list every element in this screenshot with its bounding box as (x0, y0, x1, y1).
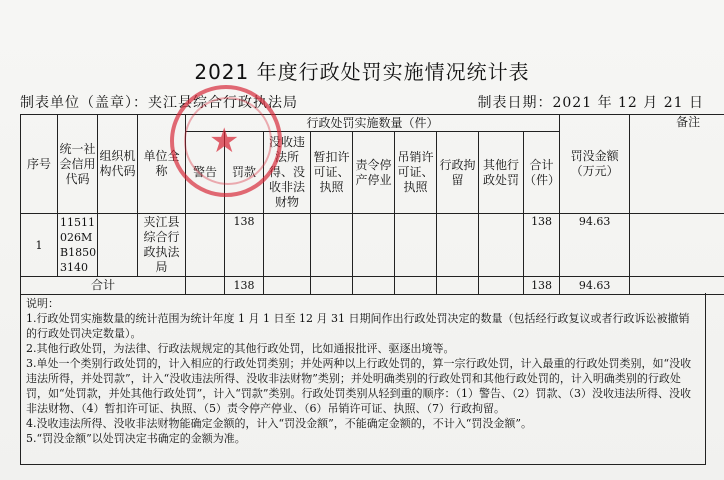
row-remark (630, 214, 724, 277)
note-line: 3.单处一个类别行政处罚的，计入相应的行政处罚类别；并处两种以上行政处罚的，算一宗行政处罚，计入最重的行政处罚类别，如“没收违法所得，并处罚款”，计入“没收违法所得、没收非法财物”类别；并处明确类别的行政处罚和其他行政处罚的，计入明确类别的行政处罚，如“处罚款，并处其他行政处罚”，计入“罚款”类别。行政处罚类别从轻到重的顺序：（1）警告、（2）罚款、（3）没收违法所得、没收非法财物、（4）暂扣许可证、执照、（5）责令停产停业、（6）吊销许可证、执照、（7）行政拘留。 (26, 357, 692, 415)
row-revoke (395, 214, 437, 277)
row-credit-code: 11511026MB18503140 (58, 214, 98, 277)
header-fine: 罚款 (225, 132, 264, 214)
total-order-stop (353, 277, 395, 295)
unit-label: 制表单位（盖章）：夹江县综合行政执法局 (20, 95, 298, 111)
header-remark: 备注 (630, 115, 724, 214)
seal-star-icon: ★ (209, 121, 240, 161)
notes-heading: 说明： (26, 297, 59, 310)
row-detention (437, 214, 479, 277)
header-other: 其他行政处罚 (479, 132, 524, 214)
table-row (21, 214, 724, 277)
note-line: 4.没收违法所得、没收非法财物能确定金额的，计入“罚没金额”，不能确定金额的，不计入“罚没金额”。 (26, 417, 532, 430)
row-suspend (311, 214, 353, 277)
row-fine: 138 (225, 214, 264, 277)
total-revoke (395, 277, 437, 295)
total-other (479, 277, 524, 295)
header-unit-name: 单位全称 (138, 115, 186, 214)
total-label: 合计 (21, 277, 186, 295)
header-total: 合计（件） (524, 132, 560, 214)
total-remark (630, 277, 724, 295)
notes-section (20, 293, 706, 465)
total-suspend (311, 277, 353, 295)
total-fine: 138 (225, 277, 264, 295)
statistics-table (20, 114, 724, 295)
header-revoke: 吊销许可证、执照 (395, 132, 437, 214)
page-title: 2021 年度行政处罚实施情况统计表 (194, 60, 530, 84)
header-order-stop: 责令停产停业 (353, 132, 395, 214)
total-detention (437, 277, 479, 295)
row-org-code (98, 214, 138, 277)
note-line: 1.行政处罚实施数量的统计范围为统计年度 1 月 1 日至 12 月 31 日期间作出行政处罚决定的数量（包括经行政复议或者行政诉讼被撤销的行政处罚决定数量）。 (26, 312, 690, 340)
total-warning (186, 277, 225, 295)
row-unit-name: 夹江县综合行政执法局 (138, 214, 186, 277)
note-line: 5.“罚没金额”以处罚决定书确定的金额为准。 (26, 432, 246, 445)
row-confiscate (264, 214, 311, 277)
header-credit-code: 统一社会信用代码 (58, 115, 98, 214)
header-penalty-group: 行政处罚实施数量（件） (186, 115, 560, 132)
row-amount: 94.63 (560, 214, 630, 277)
header-confiscate: 没收违法所得、没收非法财物 (264, 132, 311, 214)
row-other (479, 214, 524, 277)
total-confiscate (264, 277, 311, 295)
header-warning: 警告 (186, 132, 225, 214)
note-line: 2.其他行政处罚，为法律、行政法规规定的其他行政处罚，比如通报批评、驱逐出境等。 (26, 342, 455, 355)
total-count: 138 (524, 277, 560, 295)
header-org-code: 组织机构代码 (98, 115, 138, 214)
header-seq: 序号 (21, 115, 58, 214)
header-detention: 行政拘留 (437, 132, 479, 214)
total-row (21, 277, 724, 295)
row-order-stop (353, 214, 395, 277)
row-seq: 1 (21, 214, 58, 277)
row-total: 138 (524, 214, 560, 277)
row-warning (186, 214, 225, 277)
total-amount: 94.63 (560, 277, 630, 295)
date-label: 制表日期：2021 年 12 月 21 日 (477, 95, 704, 111)
header-suspend: 暂扣许可证、执照 (311, 132, 353, 214)
header-amount: 罚没金额（万元） (560, 115, 630, 214)
